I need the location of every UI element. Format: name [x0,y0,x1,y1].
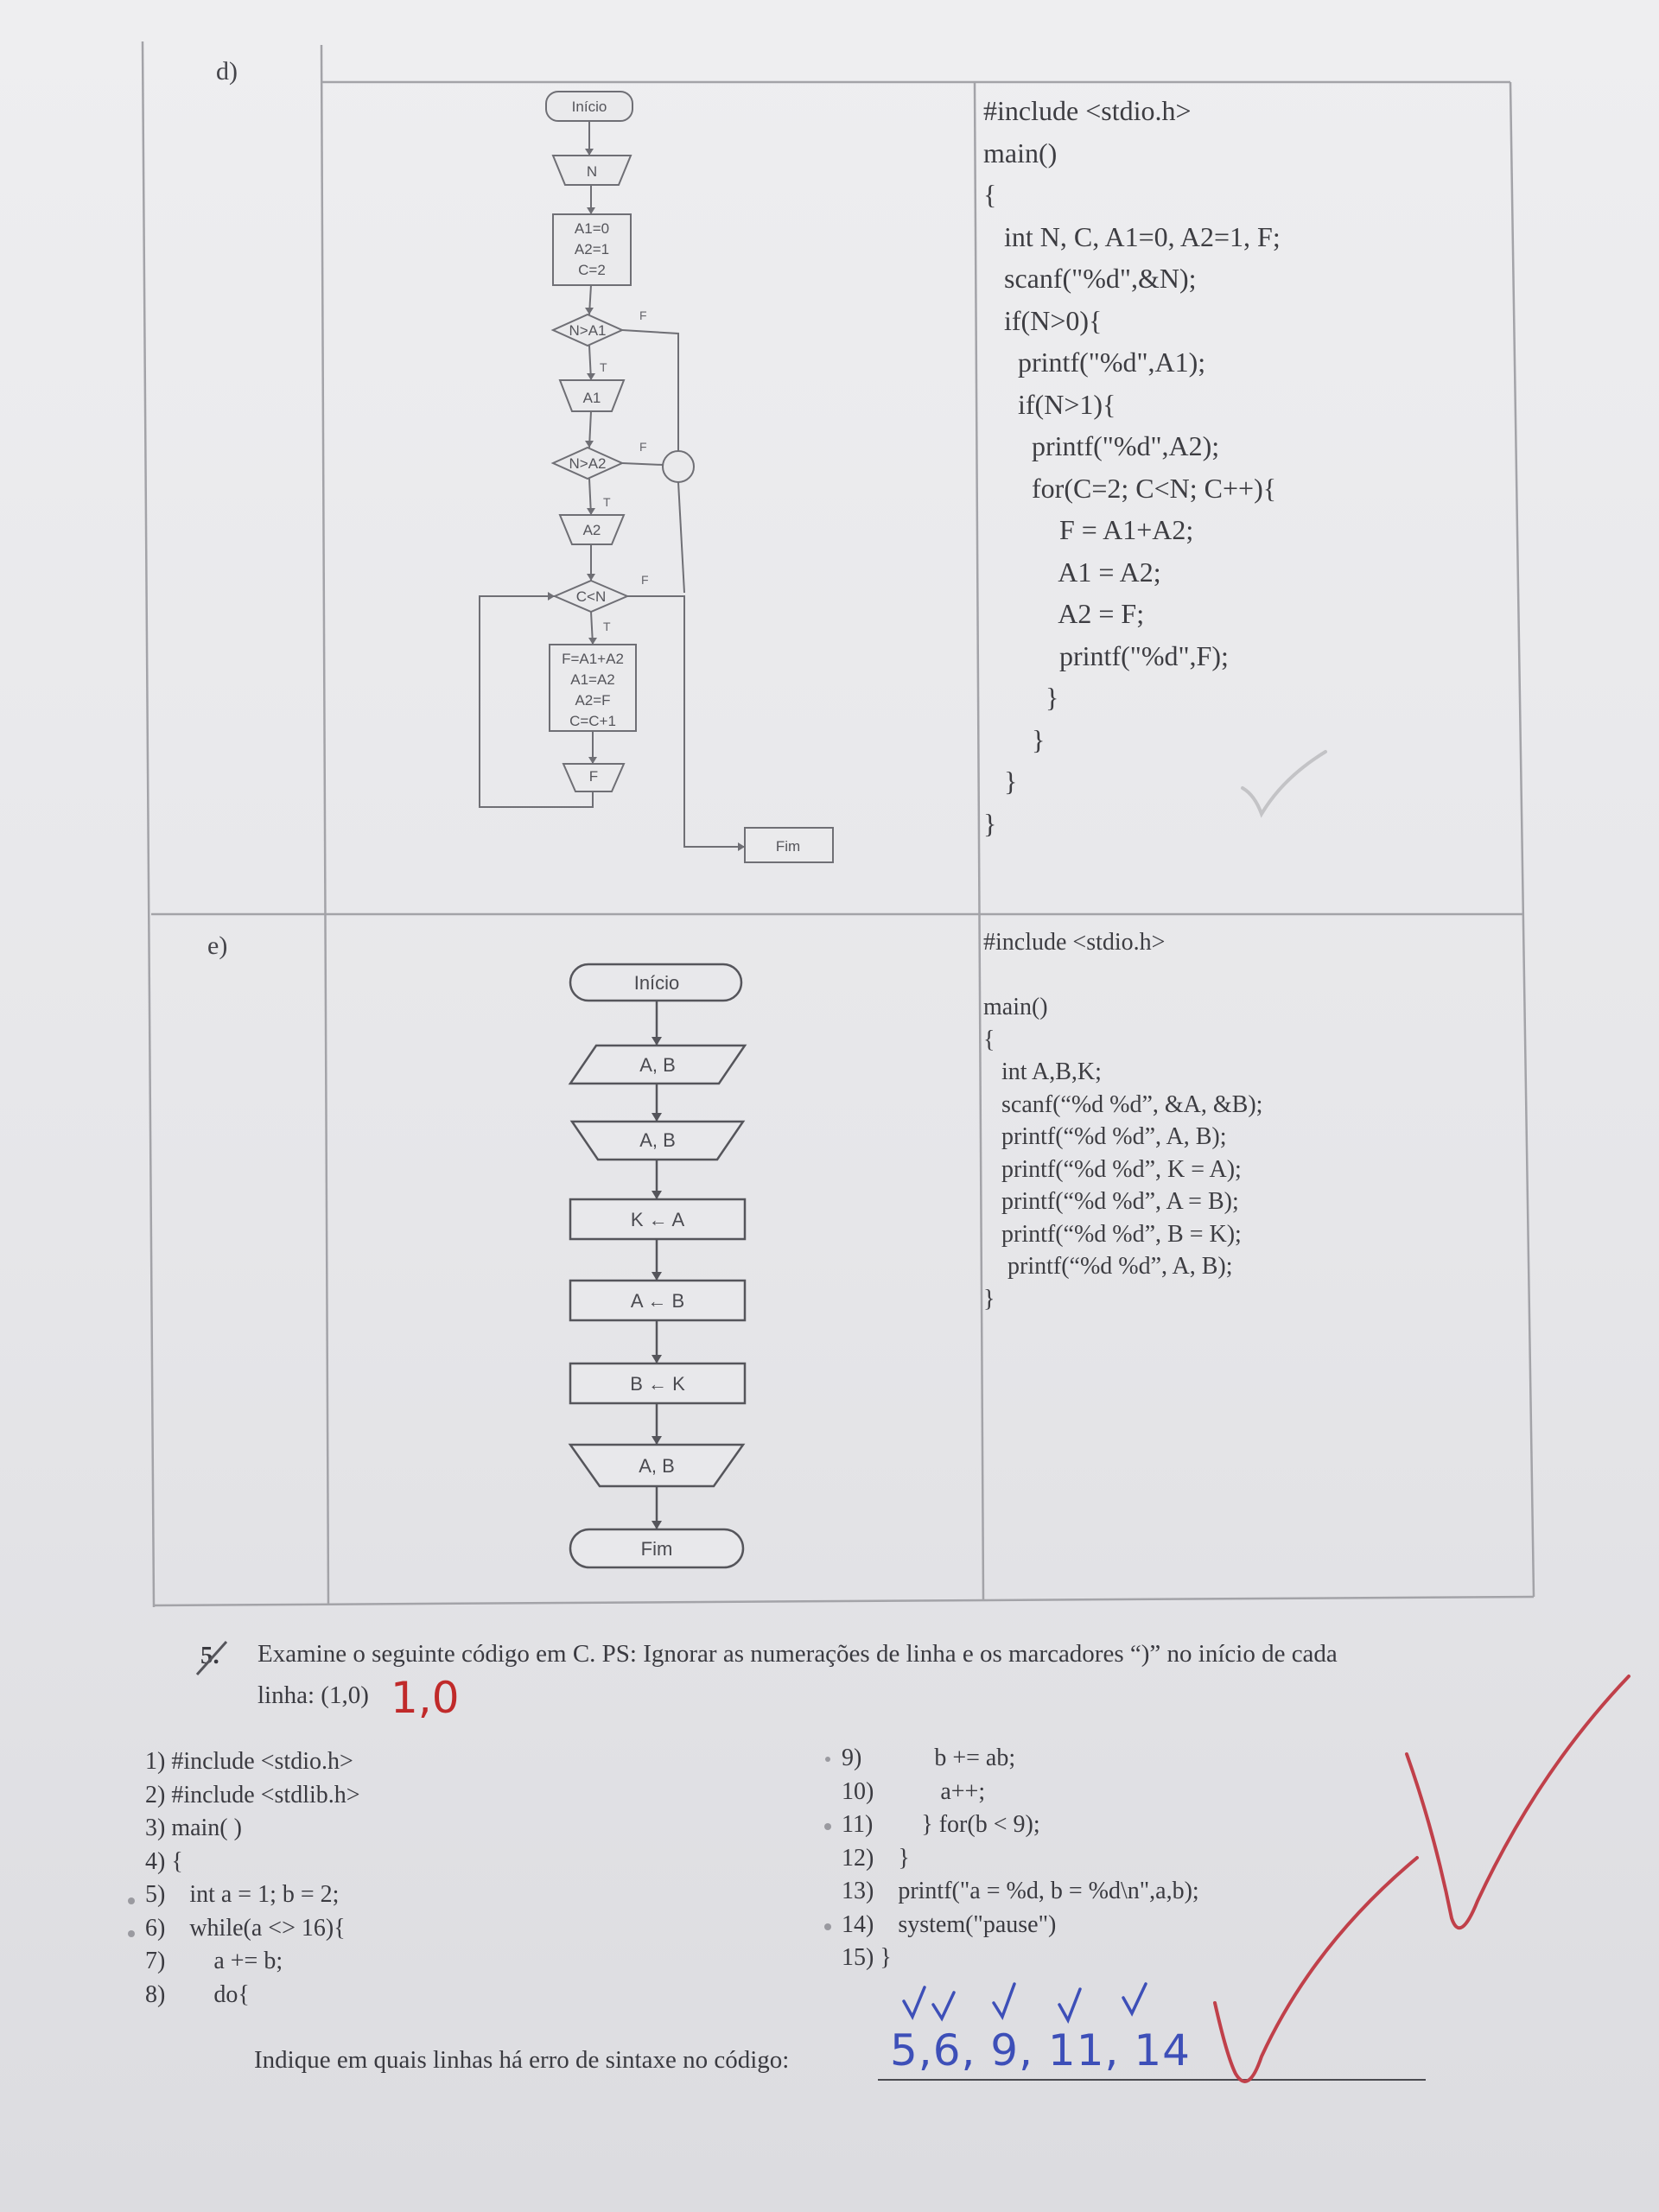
fc-d-t-label-3: T [603,620,611,633]
section-e-label: e) [207,931,228,960]
code-d-line-7: printf("%d",A1); [983,346,1206,378]
fc-e-start: Início [633,972,680,994]
fc-d-init-3: C=2 [578,262,606,278]
listing-line-4: 4) { [145,1847,183,1875]
fc-e-step1: K ← A [630,1209,685,1230]
code-d-line-14: printf("%d",F); [983,639,1229,671]
fc-d-init-1: A1=0 [574,220,610,237]
listing-line-13: 13) printf("a = %d, b = %d\n",a,b); [842,1878,1199,1904]
answer-handwritten: 5,6, 9, 11, 14 [890,2025,1191,2075]
listing-line-5: 5) int a = 1; b = 2; [145,1881,340,1908]
code-e-line-5: int A,B,K; [983,1058,1102,1085]
fc-d-out1: A1 [582,390,601,406]
code-d-line-17: } [983,766,1018,797]
code-e-line-10: printf(“%d %d”, B = K); [983,1220,1242,1248]
code-d-line-16: } [983,723,1046,755]
code-d-line-2: main() [983,137,1058,168]
code-d-line-6: if(N>0){ [983,304,1103,336]
code-d-line-11: F = A1+A2; [983,514,1194,545]
listing-line-15: 15) } [842,1944,892,1971]
fc-d-start: Início [571,99,607,115]
fc-d-body-4: C=C+1 [569,713,616,729]
code-d-line-15: } [983,682,1059,713]
code-e-line-3: main() [983,994,1048,1020]
fc-d-body-3: A2=F [575,692,611,709]
code-e-line-8: printf(“%d %d”, K = A); [983,1155,1242,1183]
listing-line-10: 10) a++; [842,1777,986,1805]
listing-line-6: 6) while(a <> 16){ [145,1914,346,1942]
code-e-line-7: printf(“%d %d”, A, B); [983,1123,1227,1150]
listing-line-2: 2) #include <stdlib.h> [145,1781,360,1808]
listing-line-11: 11) } for(b < 9); [842,1811,1040,1838]
fc-e-step3: B ← K [630,1373,685,1395]
code-d-line-10: for(C=2; C<N; C++){ [983,472,1277,504]
fc-d-out2: A2 [582,522,601,538]
fc-e-step2: A ← B [630,1290,685,1312]
fc-d-body-2: A1=A2 [570,671,615,688]
fc-d-input: N [586,163,598,180]
fc-d-f-label-3: F [641,573,649,587]
listing-line-9: 9) b += ab; [842,1745,1016,1771]
code-d-line-18: } [983,807,997,839]
fc-d-end: Fim [775,838,801,855]
listing-line-3: 3) main( ) [145,1815,242,1841]
section-d-label: d) [216,57,238,86]
code-d-line-12: A1 = A2; [983,556,1161,588]
fc-d-cond2: N>A2 [569,455,607,472]
code-e-line-1: #include <stdio.h> [983,929,1166,956]
code-d-line-3: { [983,179,997,210]
fc-d-cond1: N>A1 [569,322,607,339]
listing-line-1: 1) #include <stdio.h> [145,1748,353,1775]
code-d-line-1: #include <stdio.h> [983,95,1192,126]
code-e-line-12: } [983,1285,995,1313]
fc-e-out2: A, B [639,1455,675,1477]
fc-d-body-1: F=A1+A2 [562,651,624,667]
fc-d-t-label-1: T [600,360,607,374]
fc-e-input: A, B [639,1054,676,1076]
fc-d-t-label-2: T [603,495,611,509]
fc-d-f-label-2: F [639,440,647,454]
code-d-line-5: scanf("%d",&N); [983,263,1197,294]
listing-line-12: 12) } [842,1844,910,1872]
listing-line-14: 14) system("pause") [842,1910,1057,1938]
code-d-line-8: if(N>1){ [983,388,1116,420]
code-d-line-13: A2 = F; [983,598,1145,629]
listing-line-7: 7) a += b; [145,1948,283,1974]
grade-handwritten: 1,0 [391,1673,460,1723]
answer-prompt: Indique em quais linhas há erro de sintaxe no código: [254,2046,790,2074]
fc-d-cond3: C<N [575,588,607,605]
question-text-line-1: Examine o seguinte código em C. PS: Ignorar as numerações de linha e os marcadores “)” no início de cada [257,1640,1338,1668]
fc-e-out1: A, B [639,1129,676,1151]
code-e-line-9: printf(“%d %d”, A = B); [983,1188,1239,1215]
code-e-line-4: { [983,1026,995,1053]
question-number: 5. [200,1642,219,1669]
listing-line-8: 8) do{ [145,1980,250,2008]
code-d-line-9: printf("%d",A2); [983,430,1220,461]
question-mark-icon [192,1635,244,1687]
fc-d-init-2: A2=1 [574,241,610,257]
code-e-line-11: printf(“%d %d”, A, B); [983,1253,1233,1280]
code-e-line-6: scanf(“%d %d”, &A, &B); [983,1090,1263,1118]
fc-e-end: Fim [640,1538,673,1560]
fc-d-out3: F [588,768,599,785]
fc-d-f-label-1: F [639,308,647,322]
code-d-line-4: int N, C, A1=0, A2=1, F; [983,220,1281,252]
question-text-line-2: linha: (1,0) [257,1681,369,1709]
